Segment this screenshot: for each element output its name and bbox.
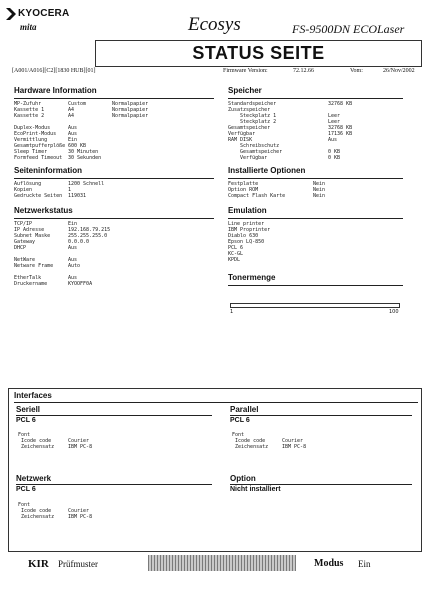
hardware-value: Aus — [68, 131, 78, 137]
seriell-divider — [16, 415, 212, 416]
speicher-list — [228, 101, 403, 161]
optionen-key: Compact Flash Karte — [228, 193, 286, 199]
firmware-label: Firmware Version: — [223, 68, 268, 74]
hardware-value: A4 — [68, 107, 75, 113]
optionen-value: Nein — [313, 193, 326, 199]
parallel-value: PCL 6 — [230, 417, 250, 424]
emulation-item: Epson LQ-850 — [228, 239, 265, 245]
netzwerk-value: Aus — [68, 275, 78, 281]
seiteninfo-list — [14, 181, 214, 199]
netzwerk-row — [14, 281, 214, 287]
netzwerk-value: Aus — [68, 245, 78, 251]
netzwerk-title: Netzwerkstatus — [14, 206, 73, 215]
hardware-value: 30 Sekunden — [68, 155, 102, 161]
netzwerk-key: TCP/IP — [14, 221, 33, 227]
emulation-item: KC-GL — [228, 251, 244, 257]
if-netzwerk-divider — [16, 484, 212, 485]
option-title: Option — [230, 474, 256, 483]
seriell-title: Seriell — [16, 405, 41, 414]
netzwerk-value: KYOOFF0A — [68, 281, 93, 287]
hardware-key: Duplex-Modus — [14, 125, 51, 131]
firmware-row — [8, 66, 420, 78]
optionen-key: Festplatte — [228, 181, 259, 187]
firmware-code: [A001/A016][C2][1830 HUB][01] — [12, 68, 96, 74]
netzwerk-if-font-key: Zeichensatz — [18, 514, 55, 520]
brand-sub: mita — [20, 22, 37, 32]
speicher-value: 0 KB — [328, 149, 341, 155]
kir-label: KIR — [28, 558, 49, 570]
netzwerk-if-font-value: Courier — [68, 508, 90, 514]
hardware-title: Hardware Information — [14, 86, 97, 95]
optionen-row — [228, 193, 403, 199]
modus-label: Modus — [314, 558, 344, 569]
parallel-font-label: Font — [232, 432, 245, 438]
speicher-value: 0 KB — [328, 155, 341, 161]
parallel-divider — [230, 415, 412, 416]
seriell-font-block — [18, 432, 198, 450]
hardware-key: MP-Zufuhr — [14, 101, 42, 107]
emulation-item: Diablo 630 — [228, 233, 259, 239]
optionen-key: Option ROM — [228, 187, 259, 193]
hardware-key: EcoPrint-Modus — [14, 131, 57, 137]
hardware-key: Kassette 1 — [14, 107, 45, 113]
hardware-value: Normalpapier — [112, 107, 149, 113]
speicher-key: Gesamtspeicher — [228, 149, 283, 155]
hardware-row — [14, 155, 214, 161]
hardware-value: 600 KB — [68, 143, 87, 149]
parallel-font-value: IBM PC-8 — [282, 444, 307, 450]
emulation-title: Emulation — [228, 206, 267, 215]
netzwerk-value: 192.168.79.215 — [68, 227, 111, 233]
netzwerk-key: DHCP — [14, 245, 27, 251]
parallel-font-row — [232, 444, 402, 450]
hardware-key: Vermittlung — [14, 137, 48, 143]
emulation-list — [228, 221, 403, 263]
speicher-key: Steckplatz 1 — [228, 113, 277, 119]
seiteninfo-key: Gedruckte Seiten — [14, 193, 63, 199]
toner-bar — [230, 303, 400, 308]
netzwerk-key: Gateway — [14, 239, 36, 245]
speicher-key: Verfügbar — [228, 155, 268, 161]
hardware-value: Normalpapier — [112, 101, 149, 107]
parallel-title: Parallel — [230, 405, 259, 414]
hardware-value: A4 — [68, 113, 75, 119]
optionen-value: Nein — [313, 187, 326, 193]
hardware-value: Aus — [68, 125, 78, 131]
hardware-value: 30 Minuten — [68, 149, 99, 155]
hardware-key: Formfeed Timeout — [14, 155, 63, 161]
parallel-font-value: Courier — [282, 438, 304, 444]
speicher-key: RAM DISK — [228, 137, 253, 143]
emulation-item: KPDL — [228, 257, 241, 263]
speicher-row — [228, 155, 403, 161]
hardware-value: Ein — [68, 137, 78, 143]
netzwerk-value: 0.0.0.0 — [68, 239, 90, 245]
toner-min-label: 1 — [230, 309, 234, 315]
firmware-vom-label: Vom: — [350, 68, 363, 74]
hardware-key: Sleep Timer — [14, 149, 48, 155]
toner-divider — [228, 285, 403, 286]
hardware-key: Gesamtpufferplöße — [14, 143, 66, 149]
speicher-key: Steckplatz 2 — [228, 119, 277, 125]
netzwerk-key: Druckername — [14, 281, 48, 287]
hardware-key: Kassette 2 — [14, 113, 45, 119]
page-title: STATUS SEITE — [192, 43, 325, 63]
seiteninfo-value: 1200 Schnell — [68, 181, 105, 187]
kyocera-logo — [6, 8, 76, 38]
netzwerk-if-font-row — [18, 514, 198, 520]
pruefmuster-label: Prüfmuster — [58, 559, 98, 569]
kyocera-logo-icon — [6, 8, 16, 20]
modus-value: Ein — [358, 559, 371, 569]
optionen-list — [228, 181, 403, 199]
seriell-font-row — [18, 444, 198, 450]
toner-max-label: 100 — [389, 309, 399, 315]
seiteninfo-title: Seiteninformation — [14, 166, 83, 175]
seriell-font-value: IBM PC-8 — [68, 444, 93, 450]
seriell-font-key: Icode code — [18, 438, 52, 444]
parallel-font-block — [232, 432, 402, 450]
seiteninfo-value: 1 — [68, 187, 72, 193]
emulation-row — [228, 257, 403, 263]
firmware-date: 26/Nov/2002 — [383, 68, 415, 74]
hardware-divider — [14, 98, 214, 99]
seiteninfo-divider — [14, 178, 214, 179]
printer-model: FS-9500DN ECOLaser — [292, 22, 405, 36]
optionen-value: Nein — [313, 181, 326, 187]
netzwerk-value: 255.255.255.0 — [68, 233, 108, 239]
ecosys-logo: Ecosys — [188, 14, 241, 35]
hardware-list — [14, 101, 214, 161]
speicher-value: Leer — [328, 113, 341, 119]
netzwerk-value: Auto — [68, 263, 81, 269]
speicher-key: Zusatzspeicher — [228, 107, 271, 113]
interfaces-title: Interfaces — [14, 391, 52, 400]
speicher-value: Leer — [328, 119, 341, 125]
optionen-title: Installierte Optionen — [228, 166, 306, 175]
speicher-value: 32768 KB — [328, 101, 353, 107]
speicher-key: Gesamtspeicher — [228, 125, 271, 131]
if-netzwerk-value: PCL 6 — [16, 486, 36, 493]
speicher-value: 17136 KB — [328, 131, 353, 137]
netzwerk-key: Subnet Maske — [14, 233, 51, 239]
emulation-item: PCL 6 — [228, 245, 244, 251]
netzwerk-if-font-key: Icode code — [18, 508, 52, 514]
netzwerk-key: IP Adresse — [14, 227, 45, 233]
emulation-item: IBM Proprinter — [228, 227, 271, 233]
parallel-font-key: Zeichensatz — [232, 444, 269, 450]
seiteninfo-value: 119031 — [68, 193, 87, 199]
interfaces-divider — [14, 402, 418, 403]
seiteninfo-key: Auflösung — [14, 181, 42, 187]
speicher-key: Standardspeicher — [228, 101, 277, 107]
brand-name: KYOCERA — [18, 8, 70, 19]
option-value: Nicht installiert — [230, 486, 281, 493]
speicher-key: Verfügbar — [228, 131, 256, 137]
netzwerk-if-font-label: Font — [18, 502, 31, 508]
netzwerk-key: Netware Frame — [14, 263, 54, 269]
seriell-font-value: Courier — [68, 438, 90, 444]
netzwerk-if-font-value: IBM PC-8 — [68, 514, 93, 520]
optionen-divider — [228, 178, 403, 179]
seriell-font-label: Font — [18, 432, 31, 438]
speicher-key: Schreibschutz — [228, 143, 280, 149]
netzwerk-key: EtherTalk — [14, 275, 42, 281]
if-netzwerk-title: Netzwerk — [16, 474, 52, 483]
interfaces-box — [8, 388, 422, 552]
toner-title: Tonermenge — [228, 273, 276, 282]
netzwerk-divider — [14, 218, 214, 219]
hardware-value: Custom — [68, 101, 87, 107]
firmware-version: 72.12.66 — [293, 68, 314, 74]
speicher-title: Speicher — [228, 86, 262, 95]
netzwerk-key: NetWare — [14, 257, 36, 263]
seiteninfo-key: Kopien — [14, 187, 33, 193]
emulation-item: Line printer — [228, 221, 265, 227]
page-title-box — [95, 40, 422, 67]
seiteninfo-row — [14, 193, 214, 199]
speicher-divider — [228, 98, 403, 99]
hardware-value: Normalpapier — [112, 113, 149, 119]
netzwerk-font-block — [18, 502, 198, 520]
option-divider — [230, 484, 412, 485]
speicher-value: 32768 KB — [328, 125, 353, 131]
test-pattern — [148, 555, 296, 571]
netzwerk-list — [14, 221, 214, 287]
netzwerk-value: Ein — [68, 221, 78, 227]
seriell-font-key: Zeichensatz — [18, 444, 55, 450]
netzwerk-value: Aus — [68, 257, 78, 263]
parallel-font-key: Icode code — [232, 438, 266, 444]
speicher-value: Aus — [328, 137, 338, 143]
seriell-value: PCL 6 — [16, 417, 36, 424]
emulation-divider — [228, 218, 403, 219]
